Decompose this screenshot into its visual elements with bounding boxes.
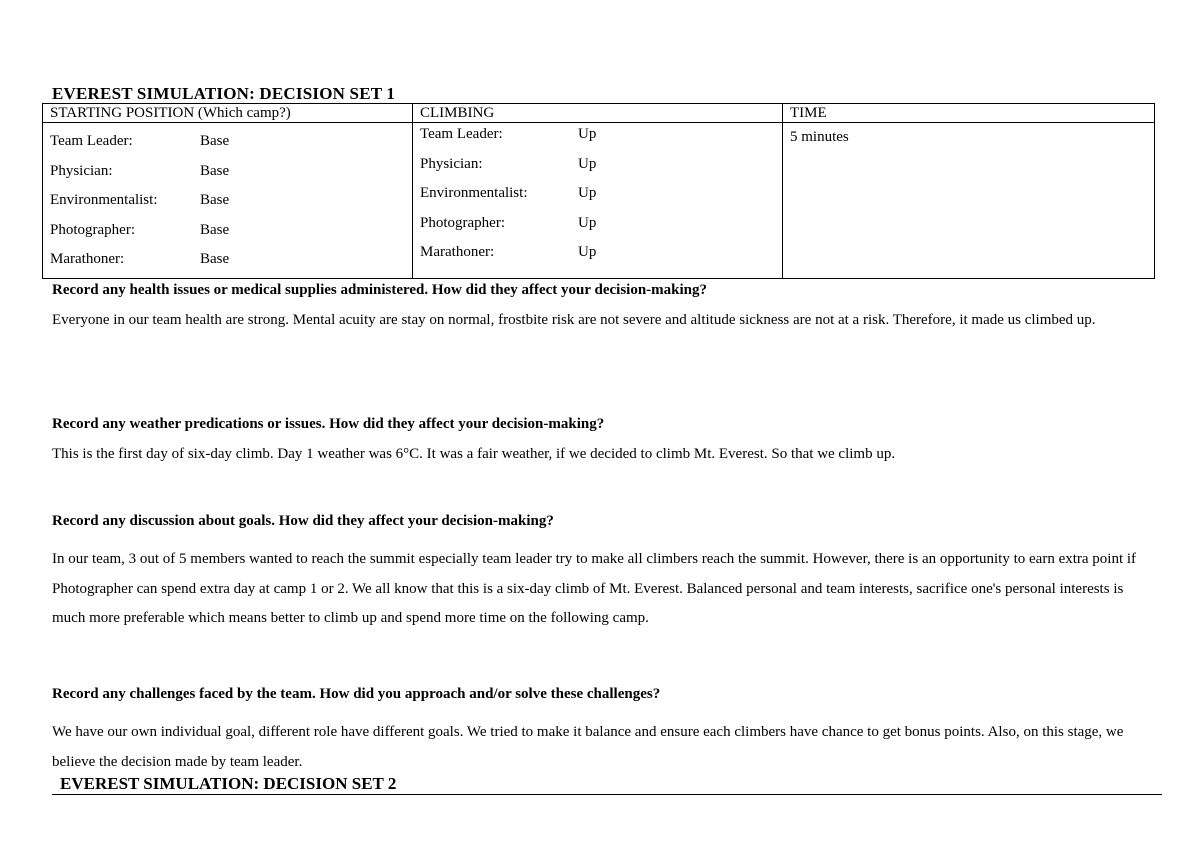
starting-row: [50, 189, 412, 219]
starting-row: [50, 248, 412, 278]
health-question: Record any health issues or medical supplies administered. How did they affect your decision-making?: [52, 282, 708, 298]
time-cell: [783, 123, 1155, 279]
starting-row: [50, 219, 412, 249]
climbing-row: [420, 123, 782, 153]
climbing-cell: [413, 123, 783, 279]
climbing-row: [420, 212, 782, 242]
health-answer: Everyone in our team health are strong. Mental acuity are stay on normal, frostbite risk are not severe and altitude sickness are not at a risk. Therefore, it made us climbed up.: [52, 312, 1096, 328]
direction-value: Up: [578, 155, 597, 172]
decision-table: [42, 103, 1155, 279]
climbing-header: CLIMBING: [413, 104, 783, 123]
camp-value: Base: [200, 133, 230, 149]
challenges-answer: We have our own individual goal, different role have different goals. We tried to make it balance and ensure each climbers have chance to get bonus points. Also, on this stage, we believe the decision made by team leader.: [52, 724, 1124, 770]
climbing-row: [420, 182, 782, 212]
decision-set-2-title: EVEREST SIMULATION: DECISION SET 2: [60, 774, 397, 793]
role-name: Photographer:: [50, 221, 135, 238]
direction-value: Up: [578, 214, 597, 231]
role-name: Physician:: [50, 162, 113, 179]
role-name: Marathoner:: [420, 244, 495, 260]
weather-answer: This is the first day of six-day climb. Day 1 weather was 6°C. It was a fair weather, if we decided to climb Mt. Everest. So that we climb up.: [52, 446, 896, 462]
camp-value: Base: [200, 192, 230, 208]
table-header-row: [43, 104, 1155, 123]
climbing-row: [420, 153, 782, 183]
title-underline: [52, 794, 1162, 795]
starting-position-header: STARTING POSITION (Which camp?): [43, 104, 413, 123]
role-name: Environmentalist:: [50, 192, 158, 208]
starting-position-cell: [43, 123, 413, 279]
role-name: Environmentalist:: [420, 185, 528, 201]
direction-value: Up: [578, 126, 597, 142]
table-body-row: [43, 123, 1155, 279]
decision-set-1-title: EVEREST SIMULATION: DECISION SET 1: [52, 84, 396, 103]
role-name: Team Leader:: [50, 133, 133, 149]
starting-row: [50, 130, 412, 160]
role-name: Marathoner:: [50, 251, 125, 267]
camp-value: Base: [200, 162, 230, 179]
weather-question: Record any weather predications or issues. How did they affect your decision-making?: [52, 416, 605, 432]
camp-value: Base: [200, 251, 230, 267]
challenges-question: Record any challenges faced by the team. How did you approach and/or solve these challenges?: [52, 686, 661, 702]
direction-value: Up: [578, 185, 597, 201]
role-name: Team Leader:: [420, 126, 503, 142]
role-name: Photographer:: [420, 214, 505, 231]
starting-row: [50, 160, 412, 190]
time-header: TIME: [783, 104, 1155, 123]
direction-value: Up: [578, 244, 597, 260]
goals-answer: In our team, 3 out of 5 members wanted to reach the summit especially team leader try to make all climbers reach the summit. However, there is an opportunity to earn extra point if Photographer can spend extra day at camp 1 or 2. We all know that this is a six-day climb of Mt. Everest. Balanced personal and team interests, sacrifice one's personal interests is much more preferable which means better to climb up and spend more time on the following camp.: [52, 551, 1137, 626]
role-name: Physician:: [420, 155, 483, 172]
camp-value: Base: [200, 221, 230, 238]
time-value: 5 minutes: [790, 129, 849, 145]
climbing-row: [420, 241, 782, 271]
goals-question: Record any discussion about goals. How did they affect your decision-making?: [52, 513, 554, 529]
